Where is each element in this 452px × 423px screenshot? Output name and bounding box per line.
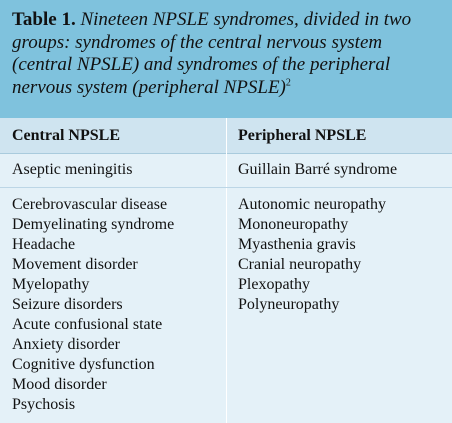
column-header-peripheral: Peripheral NPSLE [238,127,367,144]
caption-reference: 2 [285,77,291,89]
list-item: Cognitive dysfunction [12,356,155,373]
peripheral-first-row-cell: Guillain Barré syndrome [238,161,398,178]
list-item: Cranial neuropathy [238,256,362,273]
list-item: Demyelinating syndrome [12,216,175,233]
row-separator [0,187,452,188]
list-item: Psychosis [12,396,76,413]
peripheral-syndrome-list [238,195,386,315]
list-item: Autonomic neuropathy [238,196,386,213]
central-syndrome-list [12,195,174,415]
column-header-central: Central NPSLE [12,127,120,144]
list-item: Seizure disorders [12,296,123,313]
list-item: Cerebrovascular disease [12,196,168,213]
list-item: Myelopathy [12,276,90,293]
list-item: Plexopathy [238,276,310,293]
caption-text: Nineteen NPSLE syndromes, divided in two groups: syndromes of the central nervous system (central NPSLE) and syndromes of the peripheral nervous system (peripheral NPSLE) [12,9,412,98]
caption-label: Table 1. [12,9,76,30]
table-caption [0,0,452,118]
list-item: Polyneuropathy [238,296,340,313]
column-divider [226,118,227,423]
list-item: Headache [12,236,76,253]
list-item: Anxiety disorder [12,336,120,353]
list-item: Mononeuropathy [238,216,349,233]
list-item: Movement disorder [12,256,138,273]
list-item: Myasthenia gravis [238,236,356,253]
list-item: Mood disorder [12,376,107,393]
list-item: Acute confusional state [12,316,163,333]
central-first-row-cell: Aseptic meningitis [12,161,133,178]
